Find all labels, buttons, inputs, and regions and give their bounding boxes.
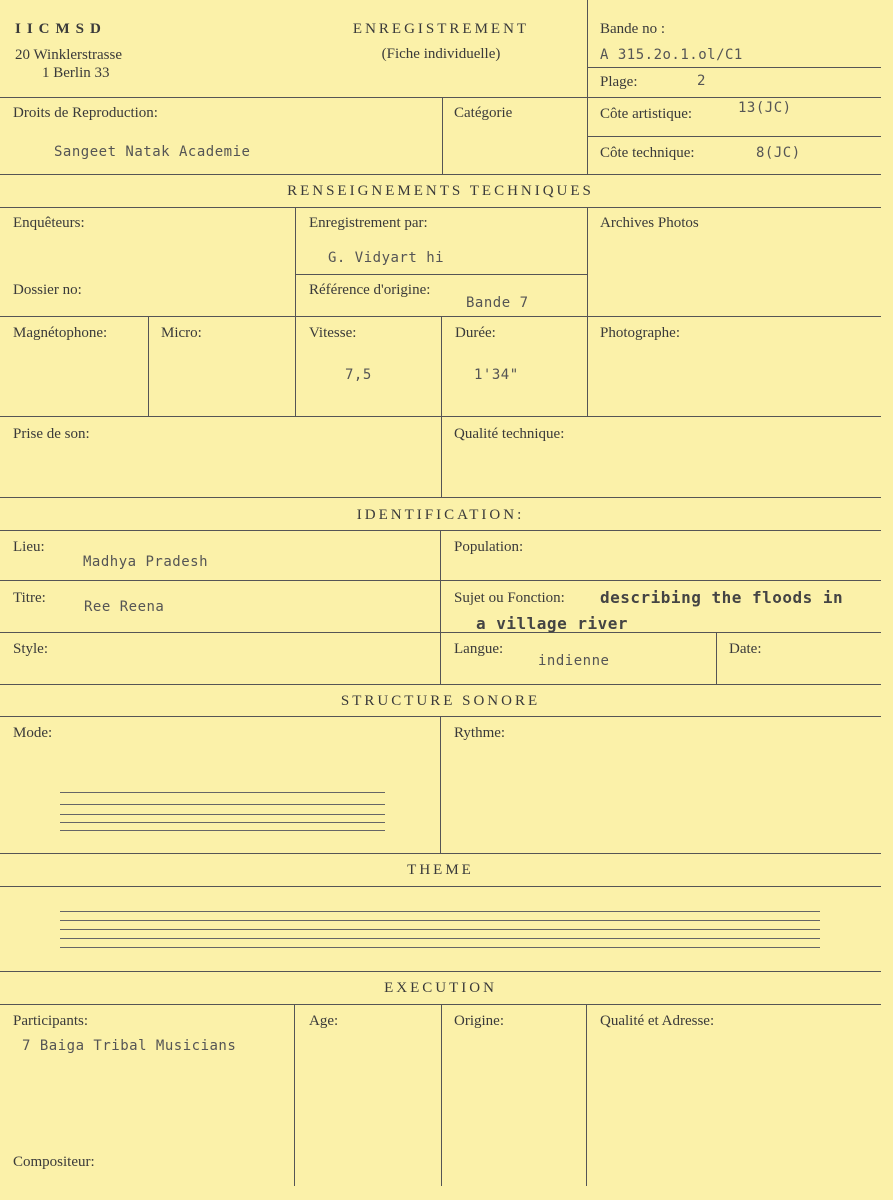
mode-line (60, 830, 385, 831)
mode-line (60, 792, 385, 793)
section-title-identification: IDENTIFICATION: (356, 507, 525, 523)
cote-technique-value: 8(JC) (756, 145, 801, 161)
langue-label: Langue: (454, 641, 504, 657)
rule (587, 207, 588, 416)
qualite-technique-label: Qualité technique: (454, 426, 565, 442)
reference-origine-label: Référence d'origine: (309, 282, 431, 298)
categorie-label: Catégorie (454, 105, 513, 121)
section-title-technique: RENSEIGNEMENTS TECHNIQUES (287, 183, 594, 199)
org-logo: IICMSD (15, 21, 107, 37)
rythme-label: Rythme: (454, 725, 506, 741)
rule (716, 632, 717, 684)
rule (295, 274, 587, 275)
rule (0, 971, 881, 972)
rule (0, 97, 881, 98)
langue-value: indienne (538, 653, 610, 669)
mode-line (60, 814, 385, 815)
droits-label: Droits de Reproduction: (13, 105, 158, 121)
cote-technique-label: Côte technique: (600, 145, 695, 161)
plage-value: 2 (697, 73, 706, 89)
lieu-value: Madhya Pradesh (83, 554, 209, 570)
mode-line (60, 822, 385, 823)
cote-artistique-value: 13(JC) (738, 100, 792, 116)
rule (441, 1004, 442, 1186)
plage-label: Plage: (600, 74, 638, 90)
section-title-execution: EXECUTION (384, 980, 497, 996)
bande-label: Bande no : (600, 21, 665, 37)
rule (440, 716, 441, 853)
date-label: Date: (729, 641, 762, 657)
qualite-adresse-label: Qualité et Adresse: (600, 1013, 715, 1029)
theme-line (60, 929, 820, 930)
origine-label: Origine: (454, 1013, 504, 1029)
org-address-city: 1 Berlin 33 (42, 65, 110, 81)
population-label: Population: (454, 539, 524, 555)
bande-value: A 315.2o.1.ol/C1 (600, 47, 743, 63)
dossier-label: Dossier no: (13, 282, 82, 298)
duree-value: 1'34" (474, 367, 519, 383)
mode-line (60, 804, 385, 805)
theme-line (60, 911, 820, 912)
rule (0, 174, 881, 175)
droits-value: Sangeet Natak Academie (54, 144, 251, 160)
rule (440, 530, 441, 684)
rule (0, 497, 881, 498)
sujet-fonction-value-line2: a village river (476, 614, 628, 633)
micro-label: Micro: (161, 325, 202, 341)
rule (587, 67, 881, 68)
theme-line (60, 920, 820, 921)
form-title: ENREGISTREMENT (352, 21, 530, 37)
archives-photos-label: Archives Photos (600, 215, 699, 231)
rule (586, 1004, 587, 1186)
photographe-label: Photographe: (600, 325, 680, 341)
participants-value: 7 Baiga Tribal Musicians (22, 1038, 237, 1054)
compositeur-label: Compositeur: (13, 1154, 95, 1170)
rule (442, 97, 443, 174)
lieu-label: Lieu: (13, 539, 45, 555)
vitesse-value: 7,5 (345, 367, 372, 383)
org-address-street: 20 Winklerstrasse (15, 47, 123, 63)
duree-label: Durée: (455, 325, 496, 341)
rule (0, 886, 881, 887)
rule (0, 853, 881, 854)
rule (441, 316, 442, 497)
enregistrement-par-label: Enregistrement par: (309, 215, 428, 231)
rule (587, 0, 588, 174)
participants-label: Participants: (13, 1013, 88, 1029)
reference-origine-value: Bande 7 (466, 295, 529, 311)
age-label: Age: (309, 1013, 339, 1029)
enqueteurs-label: Enquêteurs: (13, 215, 85, 231)
rule (0, 207, 881, 208)
cote-artistique-label: Côte artistique: (600, 106, 693, 122)
enregistrement-par-value: G. Vidyart hi (328, 250, 445, 266)
form-subtitle: (Fiche individuelle) (381, 46, 501, 62)
titre-value: Ree Reena (84, 599, 165, 615)
rule (294, 1004, 295, 1186)
section-title-theme: THEME (407, 862, 474, 878)
section-title-structure: STRUCTURE SONORE (340, 693, 541, 709)
rule (148, 316, 149, 416)
style-label: Style: (13, 641, 49, 657)
rule (0, 684, 881, 685)
prise-de-son-label: Prise de son: (13, 426, 90, 442)
rule (587, 136, 881, 137)
titre-label: Titre: (13, 590, 46, 606)
magnetophone-label: Magnétophone: (13, 325, 108, 341)
rule (295, 207, 296, 416)
sujet-fonction-value-line1: describing the floods in (600, 588, 844, 607)
theme-line (60, 947, 820, 948)
mode-label: Mode: (13, 725, 53, 741)
vitesse-label: Vitesse: (309, 325, 357, 341)
sujet-fonction-label: Sujet ou Fonction: (454, 590, 565, 606)
theme-line (60, 938, 820, 939)
